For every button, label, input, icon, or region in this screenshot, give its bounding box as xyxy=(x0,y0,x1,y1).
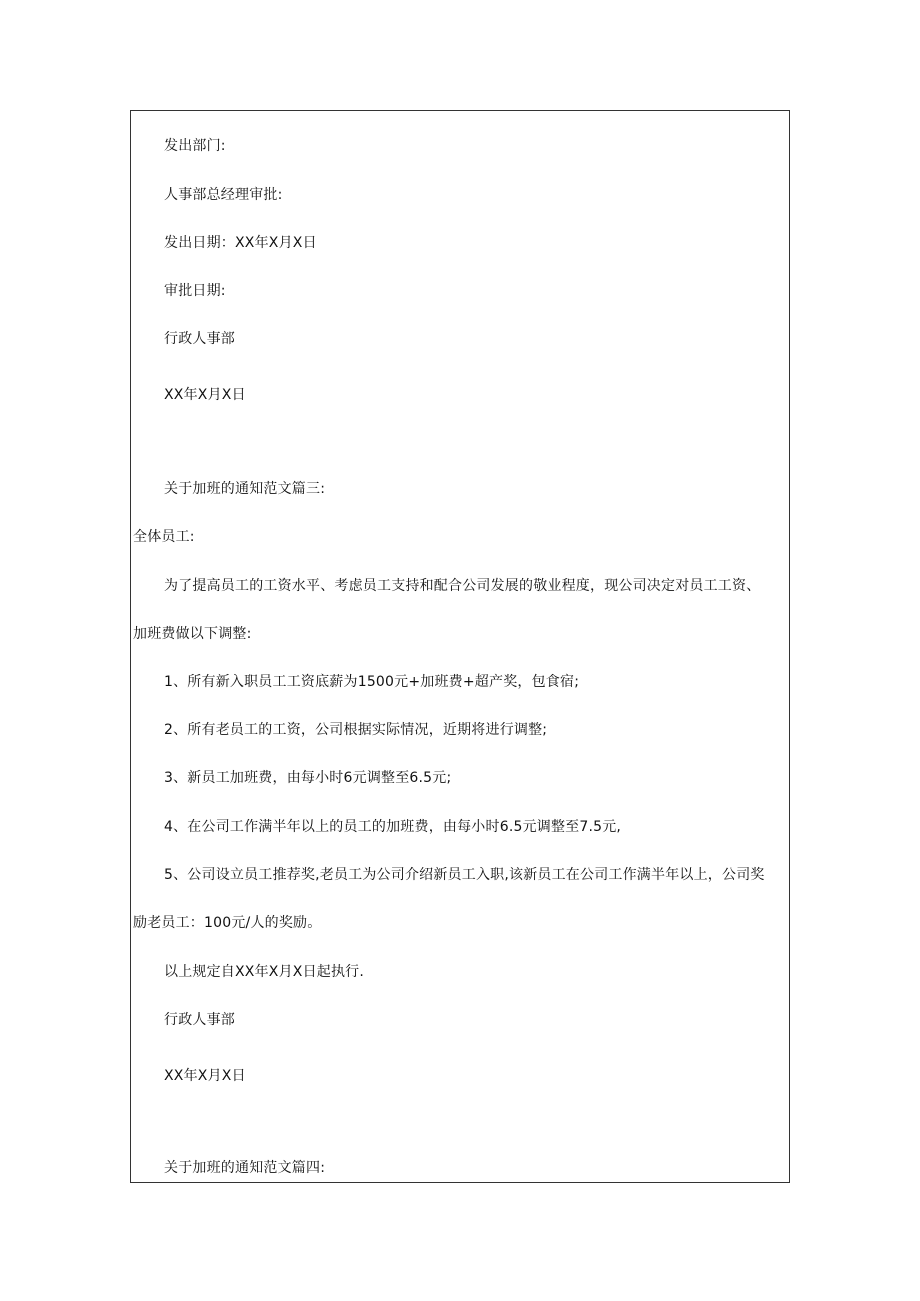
intro-paragraph-continued: 加班费做以下调整: xyxy=(133,626,252,642)
list-item: 3、新员工加班费，由每小时6元调整至6.5元; xyxy=(164,770,452,786)
effective-statement: 以上规定自XX年X月X日起执行. xyxy=(164,964,365,980)
list-item: 2、所有老员工的工资，公司根据实际情况，近期将进行调整; xyxy=(164,722,548,738)
signature-date: XX年X月X日 xyxy=(164,1068,246,1084)
signature-department: 行政人事部 xyxy=(164,331,235,347)
approval-date: 审批日期: xyxy=(164,283,226,299)
issue-date: 发出日期：XX年X月X日 xyxy=(164,235,317,251)
list-item: 1、所有新入职员工工资底薪为1500元+加班费+超产奖，包食宿; xyxy=(164,674,580,690)
greeting: 全体员工: xyxy=(133,529,195,545)
signature-department: 行政人事部 xyxy=(164,1012,235,1028)
signature-date: XX年X月X日 xyxy=(164,387,246,403)
hr-manager-approval: 人事部总经理审批: xyxy=(164,187,283,203)
issuing-department: 发出部门: xyxy=(164,138,226,154)
section-heading: 关于加班的通知范文篇三: xyxy=(164,481,326,497)
section-heading: 关于加班的通知范文篇四: xyxy=(164,1160,326,1176)
intro-paragraph: 为了提高员工的工资水平、考虑员工支持和配合公司发展的敬业程度，现公司决定对员工工资、 xyxy=(164,578,761,594)
list-item-continued: 励老员工：100元/人的奖励。 xyxy=(133,915,322,931)
list-item: 4、在公司工作满半年以上的员工的加班费，由每小时6.5元调整至7.5元, xyxy=(164,819,622,835)
list-item: 5、公司设立员工推荐奖,老员工为公司介绍新员工入职,该新员工在公司工作满半年以上，公司奖 xyxy=(164,867,765,883)
